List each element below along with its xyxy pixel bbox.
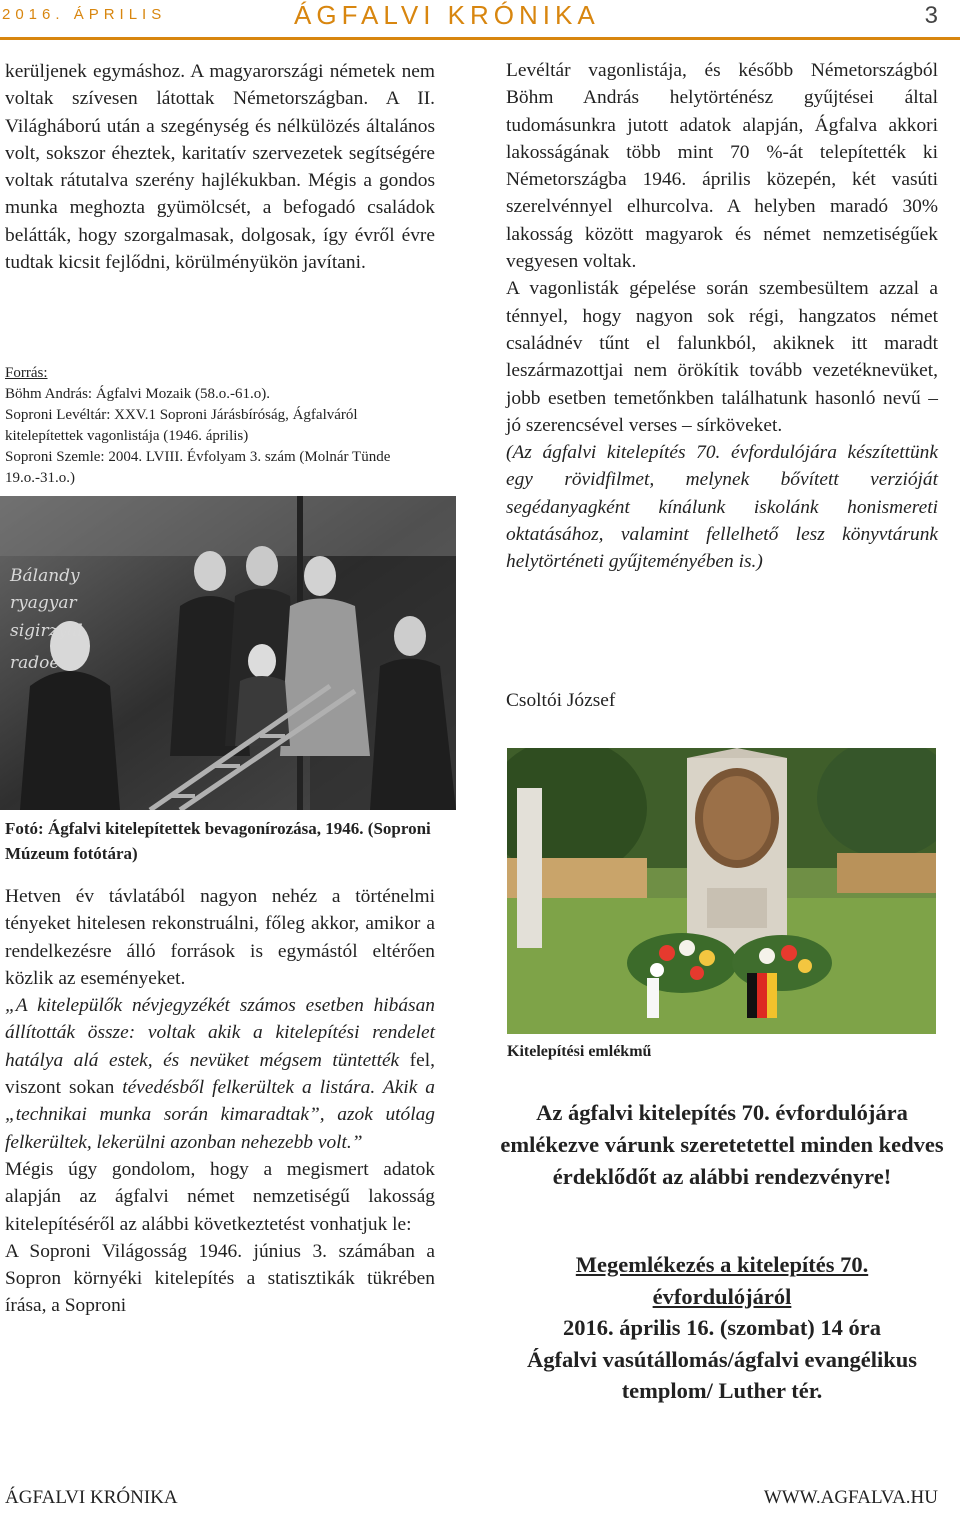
paragraph: A Soproni Világosság 1946. június 3. számában a Sopron környéki kitelepítés a statisztikák tükrében írása, a Soproni: [5, 1240, 435, 1317]
event-title: évfordulójáról: [652, 1283, 792, 1309]
event-date: 2016. április 16. (szombat) 14 óra: [562, 1315, 882, 1340]
invitation-text: Az ágfalvi kitelepítés 70. évfordulójára emlékezve várunk szeretetettel minden kedves érdeklődőt az alábbi rendezvényre!: [500, 1100, 944, 1189]
chalk-text: ryagyar: [10, 593, 77, 613]
event-title: Megemlékezés a kitelepítés 70.: [575, 1252, 869, 1277]
paragraph: Levéltár vagonlistája, és később Németországból Böhm András helytörténész gyűjtései által tudomásunkra jutott adatok alapján, Ágfalva akkori lakosságának több mint 70 %-át telepítették ki Németországba 1946. április közepén, két vasúti szerelvénnyel elhurcolva. A helyben maradó 30% lakosság között magyarok és német nemzetiségűek vegyesen voltak.: [506, 60, 938, 273]
article-right-top: [506, 57, 938, 576]
source-item: Soproni Levéltár: XXV.1 Soproni Járásbíróság, Ágfalváról kitelepítettek vagonlistája (1946. április): [5, 407, 358, 444]
page-number: 3: [924, 2, 938, 29]
masthead-title: ÁGFALVI KRÓNIKA: [294, 0, 600, 30]
header-rule: [0, 37, 960, 40]
sources-label: Forrás:: [5, 365, 48, 381]
chalk-text: Bálandy: [10, 566, 80, 586]
sources-block: [5, 363, 435, 489]
quote: „A kitelepülők névjegyzékét számos esetben hibásan állították össze: voltak akik a kitelepítési rendelet hatálya alá estek, és nevüket mégsem tüntették fel, viszont sokan tévedésből felkerültek a listára. Akik a „technikai munka során kimaradtak”, azok utólag felkerültek, lekerülni azonban nehezebb volt.”: [5, 995, 436, 1153]
chalk-text: sigirzyál: [10, 621, 83, 641]
event-block: [500, 1249, 944, 1407]
source-item: Böhm András: Ágfalvi Mozaik (58.o.-61.o).: [5, 386, 270, 402]
footer-website: WWW.AGFALVA.HU: [763, 1487, 938, 1508]
paragraph-note: (Az ágfalvi kitelepítés 70. évfordulójára készítettünk egy rövidfilmet, melynek bővített verzióját segédanyagként kínálunk iskolánk honismereti oktatásához, valamint fellelhető lesz könyvtárunk helytörténeti gyűjteményében is.): [506, 442, 938, 573]
paragraph: kerüljenek egymáshoz. A magyarországi németek nem voltak szívesen látottak Németországban. A II. Világháború után a szegénység és nélkülözés általános volt, sokszor éheztek, karitatív szervezetek segítségére voltak rátutalva szerény hajlékukban. Mégis a gondos munka meghozta gyümölcsét, a befogadó családok belátták, hogy szorgalmasak, dolgosak, így évről évre tudtak kicsit fejlődni, körülményükön javítani.: [5, 61, 435, 274]
event-place: Ágfalvi vasútállomás/ágfalvi evangélikus templom/ Luther tér.: [526, 1346, 918, 1403]
photo-caption: Kitelepítési emlékmű: [507, 1043, 652, 1060]
author-name: Csoltói József: [506, 690, 616, 711]
article-left-bottom: [5, 883, 435, 1320]
chalk-text: radoe: [10, 653, 60, 673]
paragraph: Mégis úgy gondolom, hogy a megismert adatok alapján az ágfalvi német nemzetiségű lakosság kitelepítéséről az alábbi következtetést vonhatjuk le:: [5, 1158, 435, 1235]
paragraph: Hetven év távlatából nagyon nehéz a történelmi tényeket hitelesen rekonstruálni, főleg akkor, amikor a rendelkezésre álló források is egymástól eltérően közlik az eseményeket.: [5, 886, 435, 989]
source-item: Soproni Szemle: 2004. LVIII. Évfolyam 3. szám (Molnár Tünde 19.o.-31.o.): [5, 449, 391, 486]
historic-photo: [0, 496, 456, 810]
photo-caption: Fotó: Ágfalvi kitelepítettek bevagonírozása, 1946. (Soproni Múzeum fotótára): [5, 819, 431, 863]
memorial-photo: [507, 748, 936, 1034]
footer-title: ÁGFALVI KRÓNIKA: [5, 1487, 178, 1508]
article-left-top: [5, 58, 435, 276]
issue-date: 2016. ÁPRILIS: [2, 6, 167, 23]
paragraph: A vagonlisták gépelése során szembesültem azzal a ténnyel, hogy nagyon sok régi, hangzatos német családnév tűnt el falunkból, akiknek itt maradt leszármazottjai nem örökítik tovább vezetéknevüket, jobb esetben temetőnkben találhatunk hasonló nevű – jó szerencsével verses – sírköveket.: [506, 278, 938, 436]
